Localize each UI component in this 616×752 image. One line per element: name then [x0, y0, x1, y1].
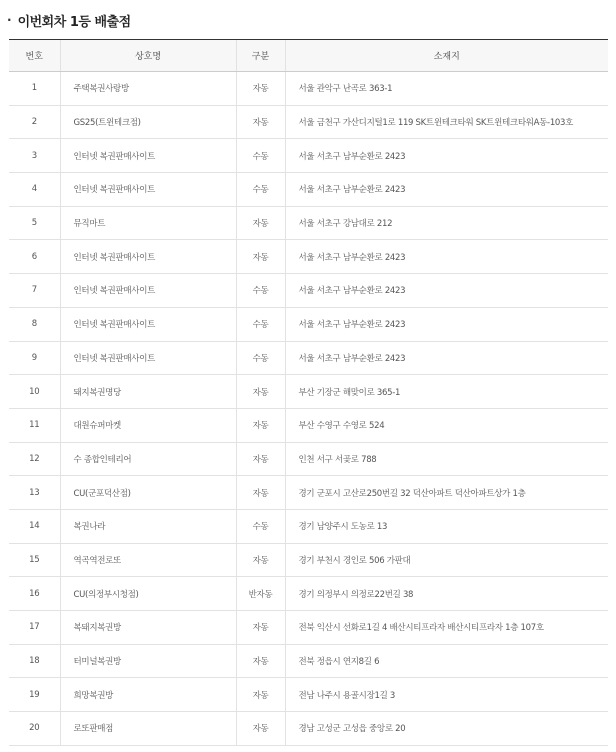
- store-address: 서울 서초구 남부순환로 2423: [285, 173, 608, 207]
- row-number: 18: [9, 644, 60, 678]
- row-number: 14: [9, 509, 60, 543]
- table-row: [9, 644, 608, 678]
- row-number: 17: [9, 611, 60, 645]
- table-row: [9, 442, 608, 476]
- table-row: [9, 543, 608, 577]
- store-name: 인터넷 복권판매사이트: [60, 240, 236, 274]
- row-number: 16: [9, 577, 60, 611]
- table-row: [9, 307, 608, 341]
- row-number: 1: [9, 72, 60, 106]
- store-address: 경기 군포시 고산로250번길 32 덕산아파트 덕산아파트상가 1층: [285, 476, 608, 510]
- winning-stores-table: [9, 39, 608, 746]
- row-number: 19: [9, 678, 60, 712]
- store-name: 복권나라: [60, 509, 236, 543]
- store-name: 주택복권사랑방: [60, 72, 236, 106]
- store-address: 부산 수영구 수영로 524: [285, 408, 608, 442]
- store-name: 대원슈퍼마켓: [60, 408, 236, 442]
- store-name: CU(군포덕산점): [60, 476, 236, 510]
- table-row: [9, 509, 608, 543]
- store-name: 돼지복권명당: [60, 375, 236, 409]
- row-number: 15: [9, 543, 60, 577]
- purchase-type: 반자동: [236, 577, 285, 611]
- table-row: [9, 577, 608, 611]
- purchase-type: 수동: [236, 341, 285, 375]
- table-row: [9, 105, 608, 139]
- purchase-type: 수동: [236, 274, 285, 308]
- store-address: 서울 서초구 남부순환로 2423: [285, 341, 608, 375]
- store-name: 인터넷 복권판매사이트: [60, 274, 236, 308]
- table-row: [9, 206, 608, 240]
- store-name: 인터넷 복권판매사이트: [60, 341, 236, 375]
- store-name: 뮤직마트: [60, 206, 236, 240]
- table-row: [9, 173, 608, 207]
- store-name: 로또판매점: [60, 712, 236, 746]
- store-address: 전북 익산시 선화로1길 4 배산시티프라자 배산시티프라자 1층 107호: [285, 611, 608, 645]
- row-number: 10: [9, 375, 60, 409]
- store-name: CU(의정부시청점): [60, 577, 236, 611]
- purchase-type: 자동: [236, 72, 285, 106]
- column-header-type: 구분: [236, 40, 285, 72]
- store-address: 서울 서초구 남부순환로 2423: [285, 274, 608, 308]
- table-row: [9, 408, 608, 442]
- column-header-address: 소재지: [285, 40, 608, 72]
- table-row: [9, 678, 608, 712]
- store-address: 경기 부천시 경인로 506 가판대: [285, 543, 608, 577]
- bullet-icon: ·: [7, 13, 12, 27]
- store-name: 희망복권방: [60, 678, 236, 712]
- row-number: 2: [9, 105, 60, 139]
- table-row: [9, 611, 608, 645]
- store-address: 서울 서초구 남부순환로 2423: [285, 139, 608, 173]
- store-name: GS25(트윈테크점): [60, 105, 236, 139]
- table-row: [9, 375, 608, 409]
- purchase-type: 자동: [236, 678, 285, 712]
- purchase-type: 자동: [236, 408, 285, 442]
- store-name: 역곡역전로또: [60, 543, 236, 577]
- row-number: 3: [9, 139, 60, 173]
- purchase-type: 자동: [236, 375, 285, 409]
- store-address: 경기 남양주시 도농로 13: [285, 509, 608, 543]
- purchase-type: 수동: [236, 307, 285, 341]
- row-number: 13: [9, 476, 60, 510]
- store-address: 경기 의정부시 의정로22번길 38: [285, 577, 608, 611]
- row-number: 9: [9, 341, 60, 375]
- store-address: 서울 관악구 난곡로 363-1: [285, 72, 608, 106]
- store-name: 인터넷 복권판매사이트: [60, 139, 236, 173]
- row-number: 7: [9, 274, 60, 308]
- store-address: 인천 서구 서곶로 788: [285, 442, 608, 476]
- purchase-type: 자동: [236, 442, 285, 476]
- store-address: 서울 서초구 강남대로 212: [285, 206, 608, 240]
- table-row: [9, 139, 608, 173]
- row-number: 4: [9, 173, 60, 207]
- purchase-type: 자동: [236, 611, 285, 645]
- row-number: 5: [9, 206, 60, 240]
- column-header-number: 번호: [9, 40, 60, 72]
- table-header-row: [9, 40, 608, 72]
- section-header: [7, 10, 131, 30]
- store-address: 서울 금천구 가산디지털1로 119 SK트윈테크타워 SK트윈테크타워A동-103호: [285, 105, 608, 139]
- row-number: 8: [9, 307, 60, 341]
- store-address: 전남 나주시 용골시장1길 3: [285, 678, 608, 712]
- row-number: 20: [9, 712, 60, 746]
- store-name: 수 종합인테리어: [60, 442, 236, 476]
- row-number: 11: [9, 408, 60, 442]
- store-address: 전북 정읍시 연지8길 6: [285, 644, 608, 678]
- store-address: 부산 기장군 해맞이로 365-1: [285, 375, 608, 409]
- purchase-type: 자동: [236, 206, 285, 240]
- table-row: [9, 476, 608, 510]
- table-row: [9, 712, 608, 746]
- store-address: 서울 서초구 남부순환로 2423: [285, 240, 608, 274]
- table-row: [9, 240, 608, 274]
- purchase-type: 수동: [236, 139, 285, 173]
- table-row: [9, 341, 608, 375]
- purchase-type: 자동: [236, 476, 285, 510]
- store-address: 경남 고성군 고성읍 중앙로 20: [285, 712, 608, 746]
- store-address: 서울 서초구 남부순환로 2423: [285, 307, 608, 341]
- table-row: [9, 274, 608, 308]
- row-number: 12: [9, 442, 60, 476]
- purchase-type: 자동: [236, 240, 285, 274]
- purchase-type: 자동: [236, 543, 285, 577]
- store-name: 인터넷 복권판매사이트: [60, 307, 236, 341]
- purchase-type: 수동: [236, 173, 285, 207]
- table-row: [9, 72, 608, 106]
- store-name: 터미널복권방: [60, 644, 236, 678]
- column-header-store-name: 상호명: [60, 40, 236, 72]
- purchase-type: 자동: [236, 105, 285, 139]
- purchase-type: 자동: [236, 712, 285, 746]
- row-number: 6: [9, 240, 60, 274]
- purchase-type: 자동: [236, 644, 285, 678]
- section-title: 이번회차 1등 배출점: [17, 14, 131, 30]
- store-name: 인터넷 복권판매사이트: [60, 173, 236, 207]
- store-name: 복돼지복권방: [60, 611, 236, 645]
- purchase-type: 수동: [236, 509, 285, 543]
